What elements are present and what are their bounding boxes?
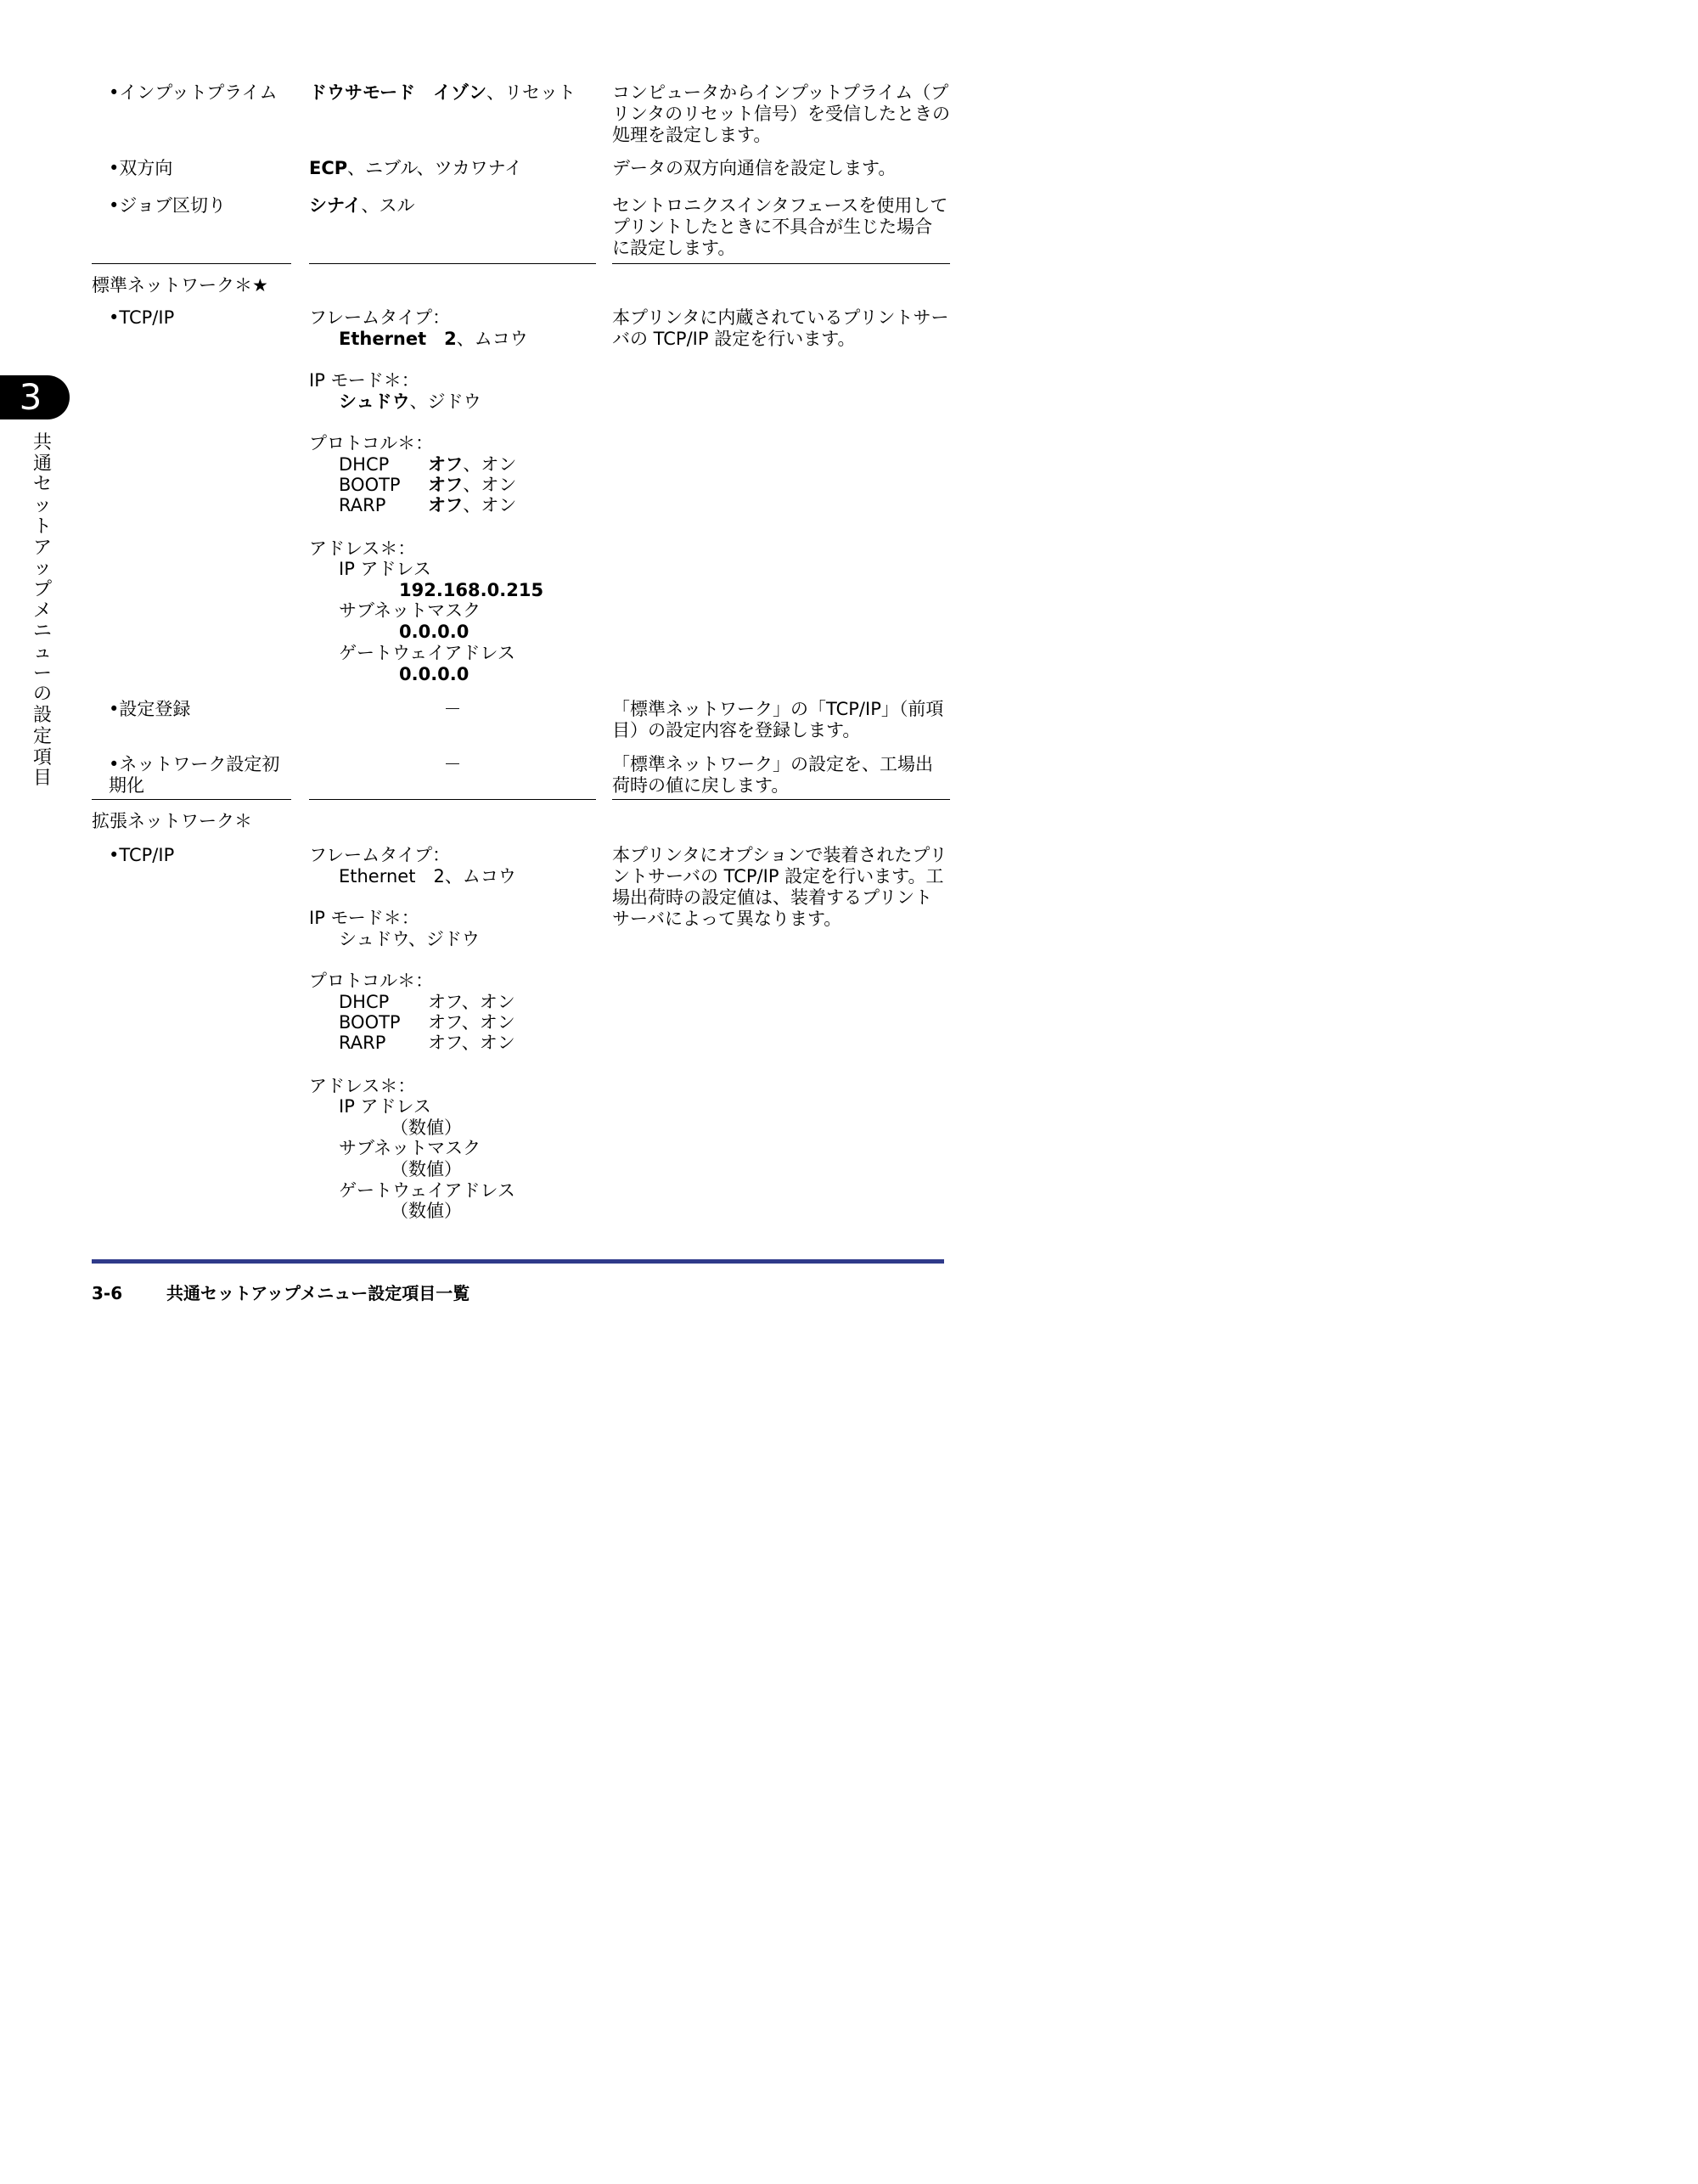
std-register-value: －: [443, 699, 462, 719]
std-protocol-value: [428, 495, 516, 516]
ext-protocol-name: BOOTP: [339, 1012, 401, 1033]
bidirectional-description: データの双方向通信を設定します。: [612, 158, 897, 178]
section-divider: [612, 799, 950, 800]
chapter-title-char: セ: [32, 474, 52, 496]
ext-tcpip-description: 本プリンタにオプションで装着されたプリントサーバの TCP/IP 設定を行います。工場出荷時の設定値は、装着するプリントサーバによって異なります。: [612, 845, 947, 929]
input-prime-description: コンピュータからインプットプライム（プリンタのリセット信号）を受信したときの処理を設定します。: [612, 82, 950, 145]
section-divider: [309, 263, 596, 264]
ext-ip-mode-label: IP モード＊：: [309, 908, 419, 928]
footer-section-title: 共通セットアップメニュー設定項目一覧: [166, 1283, 470, 1303]
chapter-title-char: の: [32, 684, 52, 706]
std-subnet-label: サブネットマスク: [339, 600, 481, 621]
std-protocol-default: オフ: [428, 475, 464, 495]
ext-network-header: 拡張ネットワーク＊: [92, 811, 252, 831]
chapter-title-char: ニ: [32, 621, 52, 643]
chapter-number: 3: [19, 376, 42, 418]
std-protocol-value: [428, 475, 516, 496]
std-ip-mode-default: シュドウ: [339, 391, 410, 412]
std-init-description: 「標準ネットワーク」の設定を、工場出荷時の値に戻します。: [612, 754, 933, 796]
std-tcpip-label: •TCP/IP: [109, 307, 175, 328]
std-frame-type-label: フレームタイプ：: [309, 307, 451, 328]
std-protocol-name: BOOTP: [339, 475, 401, 495]
std-subnet-value: 0.0.0.0: [399, 622, 469, 642]
chapter-title-char: ッ: [32, 495, 52, 517]
std-frame-type-options: 、ムコウ: [456, 329, 528, 349]
ext-gateway-value: （数値）: [391, 1201, 462, 1221]
job-separator-description: セントロニクスインタフェースを使用してプリントしたときに不具合が生じた場合に設定します。: [612, 195, 948, 258]
std-init-label: •ネットワーク設定初期化: [109, 754, 280, 796]
job-separator-value: [309, 195, 415, 217]
std-protocol-options: 、オン: [463, 475, 517, 495]
chapter-title-char: 目: [32, 768, 52, 790]
std-gateway-value: 0.0.0.0: [399, 664, 469, 684]
std-network-header: 標準ネットワーク＊★: [92, 275, 268, 296]
bidirectional-options: 、ニブル、ツカワナイ: [347, 158, 523, 178]
chapter-title-vertical: [31, 433, 54, 790]
std-tcpip-description: 本プリンタに内蔵されているプリントサーバの TCP/IP 設定を行います。: [612, 307, 949, 349]
section-divider: [309, 799, 596, 800]
std-gateway-label: ゲートウェイアドレス: [339, 643, 515, 663]
ext-protocol-value: オフ、オン: [428, 1012, 515, 1033]
ext-subnet-label: サブネットマスク: [339, 1138, 481, 1158]
ext-protocol-value: オフ、オン: [428, 1033, 515, 1053]
std-ip-mode-label: IP モード＊：: [309, 370, 419, 391]
bidirectional-value: [309, 158, 522, 179]
ext-subnet-value: （数値）: [391, 1159, 462, 1179]
bidirectional-default: ECP: [309, 158, 348, 178]
input-prime-value: [309, 82, 576, 104]
chapter-title-char: 項: [32, 746, 52, 768]
std-ip-mode-options: 、ジドウ: [409, 391, 481, 412]
job-separator-options: 、スル: [361, 195, 415, 216]
std-ip-address-label: IP アドレス: [339, 559, 431, 579]
bidirectional-label: •双方向: [109, 158, 173, 178]
input-prime-label: •インプットプライム: [109, 82, 278, 103]
ext-tcpip-label: •TCP/IP: [109, 845, 175, 865]
section-divider: [92, 263, 291, 264]
std-register-description: 「標準ネットワーク」の「TCP/IP」（前項目）の設定内容を登録します。: [612, 699, 944, 740]
footer-page-number: 3-6: [92, 1283, 123, 1303]
chapter-title-char: 定: [32, 725, 52, 747]
input-prime-options: 、リセット: [486, 82, 576, 103]
std-protocol-label: プロトコル＊：: [309, 433, 434, 453]
chapter-title-char: プ: [32, 578, 52, 600]
ext-protocol-name: RARP: [339, 1033, 386, 1053]
std-protocol-name: RARP: [339, 495, 386, 515]
ext-address-label: アドレス＊：: [309, 1076, 416, 1096]
chapter-title-char: ア: [32, 537, 52, 559]
std-protocol-options: 、オン: [463, 454, 517, 475]
std-protocol-name: DHCP: [339, 454, 390, 475]
chapter-title-char: 共: [32, 432, 52, 453]
std-frame-type-default: Ethernet 2: [339, 329, 457, 349]
chapter-title-char: 設: [32, 705, 52, 727]
std-protocol-options: 、オン: [463, 495, 517, 515]
chapter-title-char: 通: [32, 453, 52, 475]
chapter-title-char: ト: [32, 515, 52, 538]
ext-gateway-label: ゲートウェイアドレス: [339, 1180, 515, 1201]
input-prime-default: ドウサモード イゾン: [309, 82, 487, 103]
job-separator-default: シナイ: [309, 195, 362, 216]
ext-ip-address-value: （数値）: [391, 1117, 462, 1138]
std-ip-mode-value: [339, 391, 481, 413]
std-init-value: －: [443, 754, 462, 774]
chapter-title-char: ュ: [32, 642, 52, 664]
section-divider: [92, 799, 291, 800]
footer-rule: [92, 1259, 944, 1264]
chapter-title-char: メ: [32, 599, 52, 622]
section-divider: [612, 263, 950, 264]
ext-ip-address-label: IP アドレス: [339, 1096, 431, 1117]
ext-frame-type-label: フレームタイプ：: [309, 845, 451, 865]
ext-frame-type-value: Ethernet 2、ムコウ: [339, 866, 516, 887]
ext-protocol-label: プロトコル＊：: [309, 971, 434, 991]
std-protocol-default: オフ: [428, 454, 464, 475]
std-frame-type-value: [339, 329, 528, 350]
std-ip-address-value: 192.168.0.215: [399, 580, 544, 600]
ext-ip-mode-value: シュドウ、ジドウ: [339, 929, 480, 949]
ext-protocol-value: オフ、オン: [428, 992, 515, 1012]
chapter-title-char: ー: [32, 662, 52, 684]
ext-protocol-name: DHCP: [339, 992, 390, 1012]
std-protocol-value: [428, 454, 516, 476]
std-protocol-default: オフ: [428, 495, 464, 515]
std-address-label: アドレス＊：: [309, 538, 416, 559]
chapter-title-char: ッ: [32, 558, 52, 580]
job-separator-label: •ジョブ区切り: [109, 195, 226, 216]
std-register-label: •設定登録: [109, 699, 191, 719]
